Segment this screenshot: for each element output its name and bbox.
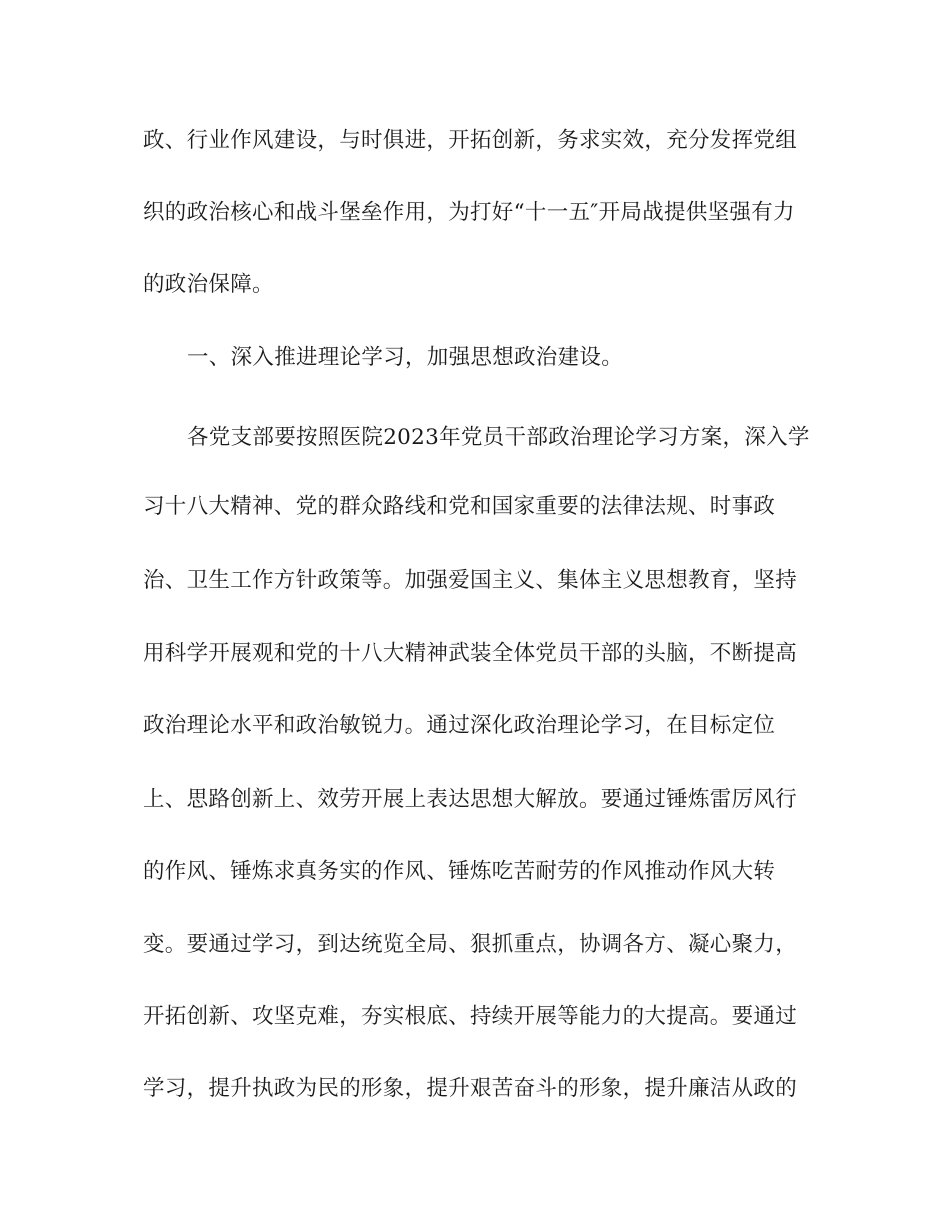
paragraph-line: 变。要通过学习，到达统览全局、狠抓重点，协调各方、凝心聚力， bbox=[143, 932, 798, 957]
paragraph-line: 的作风、锤炼求真务实的作风、锤炼吃苦耐劳的作风推动作风大转 bbox=[143, 859, 776, 884]
paragraph-line: 各党支部要按照医院2023年党员干部政治理论学习方案，深入学 bbox=[187, 425, 810, 450]
paragraph-line: 用科学开展观和党的十八大精神武装全体党员干部的头脑，不断提高 bbox=[143, 641, 798, 666]
paragraph-line: 习十八大精神、党的群众路线和党和国家重要的法律法规、时事政 bbox=[143, 494, 776, 519]
paragraph-line: 治、卫生工作方针政策等。加强爱国主义、集体主义思想教育，坚持 bbox=[143, 568, 798, 593]
paragraph-line: 政治理论水平和政治敏锐力。通过深化政治理论学习，在目标定位 bbox=[143, 713, 776, 738]
paragraph-line: 开拓创新、攻坚克难，夯实根底、持续开展等能力的大提高。要通过 bbox=[143, 1004, 798, 1029]
paragraph-line: 上、思路创新上、效劳开展上表达思想大解放。要通过锤炼雷厉风行 bbox=[143, 787, 798, 812]
section-heading: 一、深入推进理论学习，加强思想政治建设。 bbox=[187, 345, 624, 370]
paragraph-line: 政、行业作风建设，与时俱进，开拓创新，务求实效，充分发挥党组 bbox=[143, 128, 798, 153]
paragraph-line: 学习，提升执政为民的形象，提升艰苦奋斗的形象，提升廉洁从政的 bbox=[143, 1076, 798, 1101]
paragraph-line: 的政治保障。 bbox=[143, 272, 274, 297]
paragraph-line: 织的政治核心和战斗堡垒作用，为打好“十一五″开局战提供坚强有力 bbox=[143, 200, 795, 225]
